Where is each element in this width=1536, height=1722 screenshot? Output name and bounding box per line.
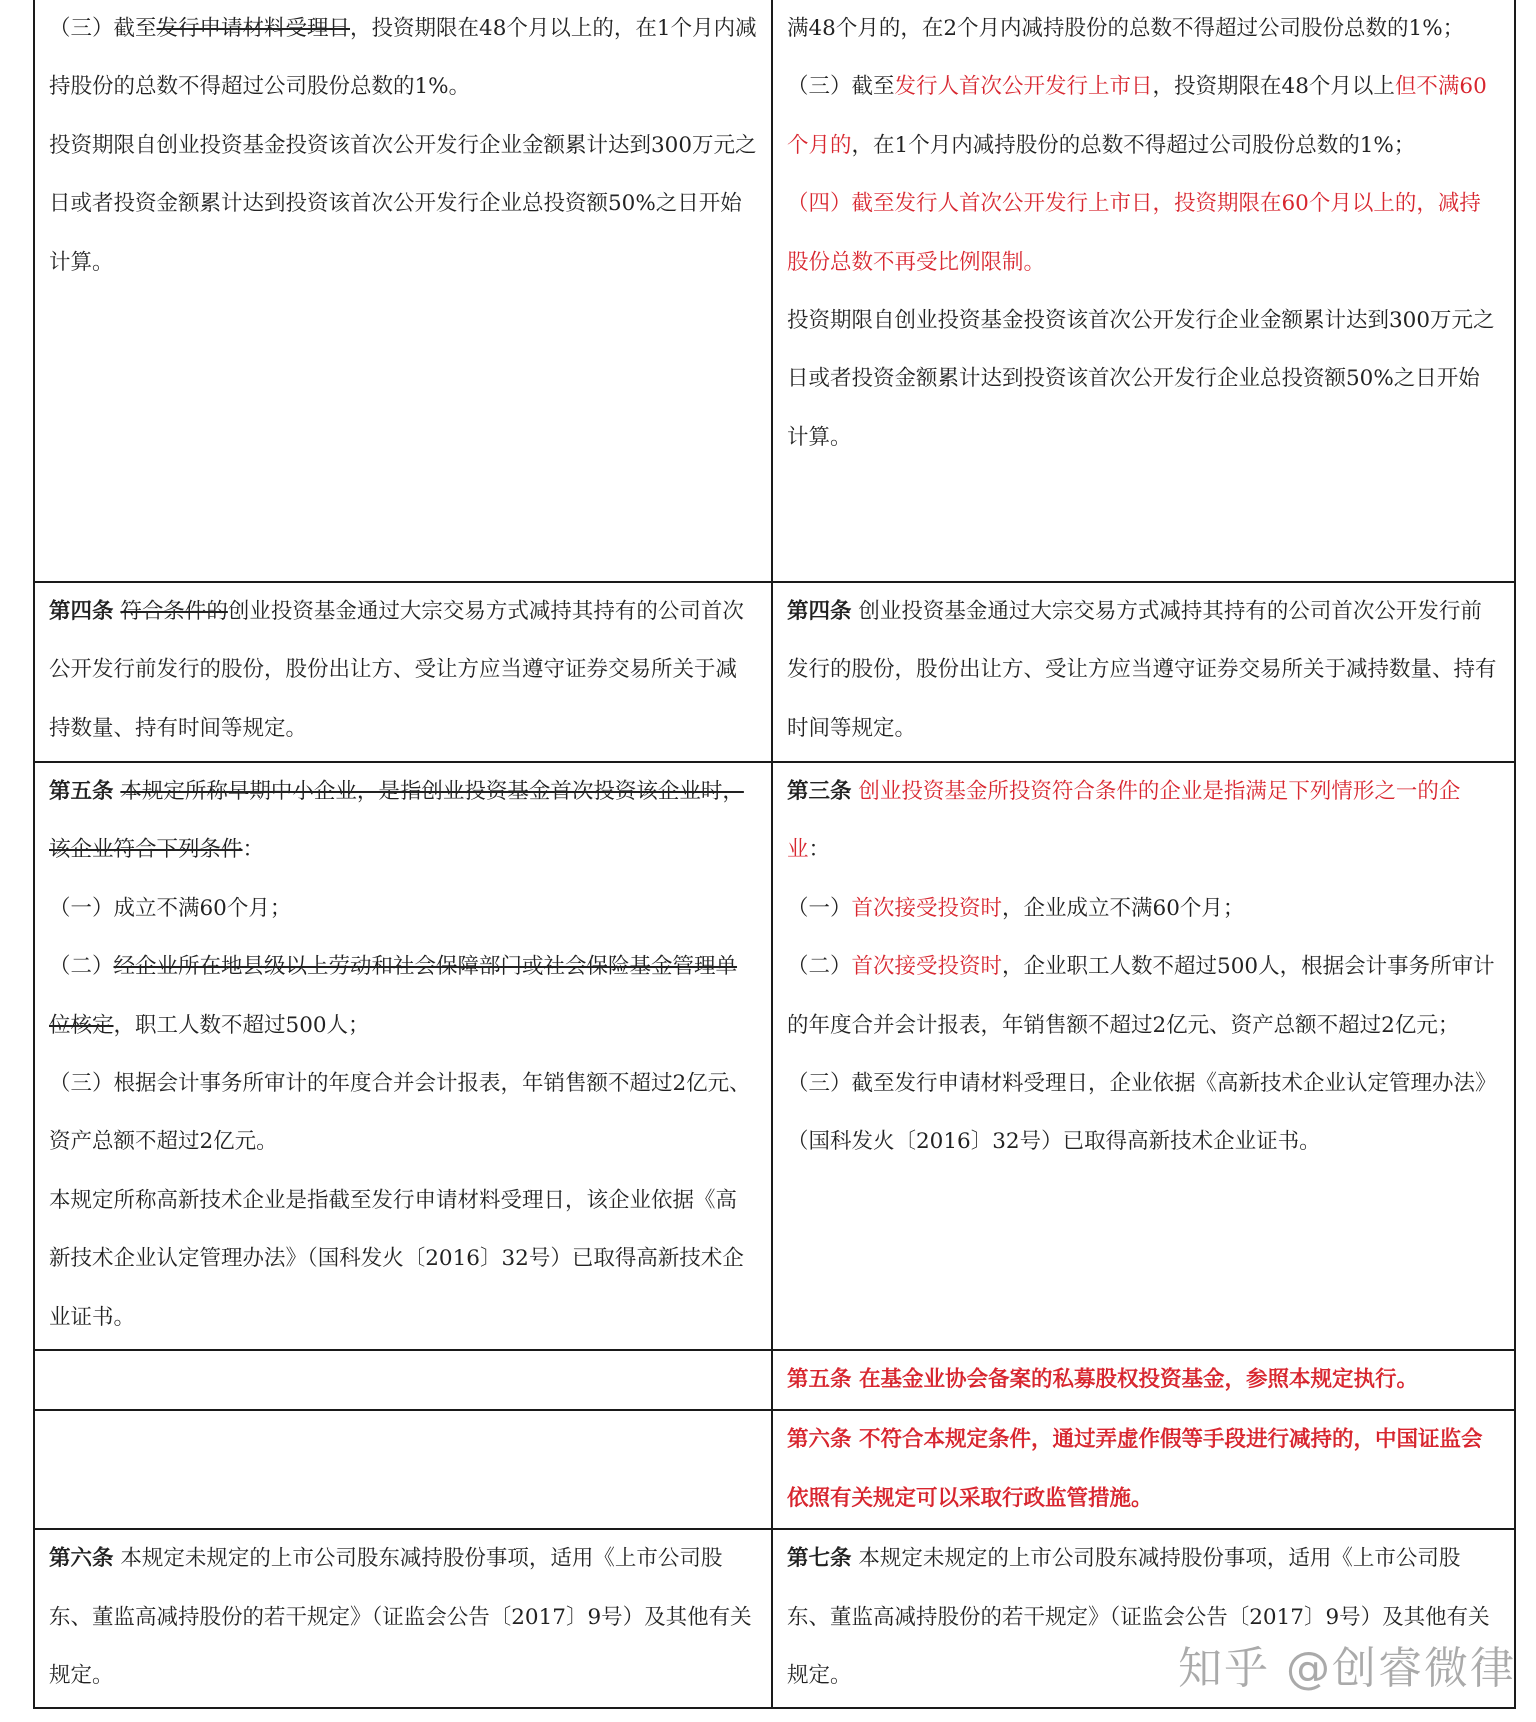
revised-text-cell [772,1350,1515,1410]
revised-text-cell [772,1410,1515,1529]
revised-text-cell [772,0,1515,582]
paragraph [787,1055,1500,1172]
text-run: 第六条 [49,1546,114,1572]
revised-text: （四）截至发行人首次公开发行上市日，投资期限在60个月以上的，减持股份总数不再受比例限制。 [787,191,1481,275]
text-run: （三）截至发行申请材料受理日，企业依据《高新技术企业认定管理办法》（国科发火〔2016〕32号）已取得高新技术企业证书。 [787,1071,1497,1155]
watermark: 知乎 @创睿微律 [1178,1643,1516,1694]
paragraph [49,763,757,880]
deleted-text: 经企业所在地县级以上劳动和社会保障部门或社会保险基金管理单位核定 [49,954,738,1038]
text-run: ，在1个月内减持股份的总数不得超过公司股份总数的1%； [851,132,1416,158]
text-run: 投资期限自创业投资基金投资该首次公开发行企业金额累计达到300万元之日或者投资金额累计达到投资该首次公开发行企业总投资额50%之日开始计算。 [49,132,757,275]
revised-text-cell [772,582,1515,762]
paragraph [787,1411,1500,1528]
original-text-cell [34,1410,772,1529]
paragraph [787,583,1500,758]
text-run: 满48个月的，在2个月内减持股份的总数不得超过公司股份总数的1%； [787,16,1465,41]
text-run: 本规定所称高新技术企业是指截至发行申请材料受理日，该企业依据《高新技术企业认定管理办法》（国科发火〔2016〕32号）已取得高新技术企业证书。 [49,1187,744,1330]
table-row [34,0,1515,582]
paragraph [787,58,1500,175]
paragraph [49,938,757,1055]
paragraph [787,292,1500,467]
revised-text: 第五条 在基金业协会备案的私募股权投资基金，参照本规定执行。 [787,1367,1418,1392]
paragraph [49,880,757,938]
text-run: 第四条 [787,599,852,624]
text-run: 投资期限自创业投资基金投资该首次公开发行企业金额累计达到300万元之日或者投资金额累计达到投资该首次公开发行企业总投资额50%之日开始计算。 [787,308,1495,450]
original-text-cell [34,1350,772,1410]
text-run: 本规定未规定的上市公司股东减持股份事项，适用《上市公司股东、董监高减持股份的若干规定》（证监会公告〔2017〕9号）及其他有关规定。 [787,1546,1490,1689]
text-run: ，投资期限在48个月以上的，在1个月内减持股份的总数不得超过公司股份总数的1%。 [49,16,757,100]
revised-text: 首次接受投资时 [851,895,1003,921]
text-run: （一） [787,895,852,921]
paragraph [787,0,1500,58]
paragraph [49,0,757,117]
text-run: 第三条 [787,779,852,804]
table-row [34,1350,1515,1410]
original-text-cell [34,762,772,1350]
deleted-text: 本规定所称早期中小企业，是指创业投资基金首次投资该企业时，该企业符合下列条件 [49,779,744,863]
paragraph [49,1055,757,1172]
deleted-text: 发行申请材料受理日 [156,16,351,41]
revised-text: 首次接受投资时 [851,954,1003,980]
text-run: 第七条 [787,1546,852,1572]
revised-text: 创业投资基金所投资符合条件的企业是指满足下列情形之一的企业 [787,779,1461,863]
paragraph [787,763,1500,880]
text-run: 本规定未规定的上市公司股东减持股份事项，适用《上市公司股东、董监高减持股份的若干规定》（证监会公告〔2017〕9号）及其他有关规定。 [49,1546,752,1689]
original-text-cell [34,0,772,582]
text-run: ： [242,837,265,863]
revised-text: 第六条 不符合本规定条件，通过弄虚作假等手段进行减持的，中国证监会依照有关规定可以采取行政监管措施。 [787,1427,1483,1511]
text-run: 第五条 [49,779,114,804]
paragraph [787,938,1500,1055]
text-run: ： [808,837,831,863]
original-text-cell [34,1529,772,1708]
paragraph [49,117,757,292]
text-run: ，投资期限在48个月以上 [1152,74,1395,100]
table-row [34,1410,1515,1529]
paragraph [787,175,1500,292]
text-run: ，企业成立不满60个月； [1002,895,1245,921]
text-run: （三）根据会计事务所审计的年度合并会计报表，年销售额不超过2亿元、资产总额不超过2亿元。 [49,1071,751,1155]
paragraph [787,880,1500,938]
text-run: （三）截至 [787,74,895,100]
table-row [34,582,1515,762]
text-run: ，职工人数不超过500人； [113,1012,370,1038]
text-run: （一）成立不满60个月； [49,895,292,921]
revised-text: 但不满60个月的 [787,74,1487,158]
text-run: （二） [787,954,852,980]
revised-text: 发行人首次公开发行上市日 [894,74,1153,100]
text-run: 创业投资基金通过大宗交易方式减持其持有的公司首次公开发行前发行的股份，股份出让方、受让方应当遵守证券交易所关于减持数量、持有时间等规定。 [787,599,1497,741]
document-page [33,0,1514,1709]
text-run: （二） [49,954,114,980]
text-run: （三）截至 [49,16,157,41]
paragraph [49,583,757,758]
text-run: 创业投资基金通过大宗交易方式减持其持有的公司首次公开发行前发行的股份，股份出让方、受让方应当遵守证券交易所关于减持数量、持有时间等规定。 [49,599,744,741]
revised-text-cell [772,762,1515,1350]
paragraph [49,1530,757,1705]
original-text-cell [34,582,772,762]
text-run: ，企业职工人数不超过500人，根据会计事务所审计的年度合并会计报表，年销售额不超过2亿元、资产总额不超过2亿元； [787,954,1495,1038]
deleted-text: 符合条件的 [120,599,228,624]
table-row [34,762,1515,1350]
comparison-table [33,0,1516,1709]
paragraph [787,1351,1500,1409]
paragraph [49,1172,757,1347]
comparison-table-body [34,0,1515,1708]
text-run: 第四条 [49,599,114,624]
